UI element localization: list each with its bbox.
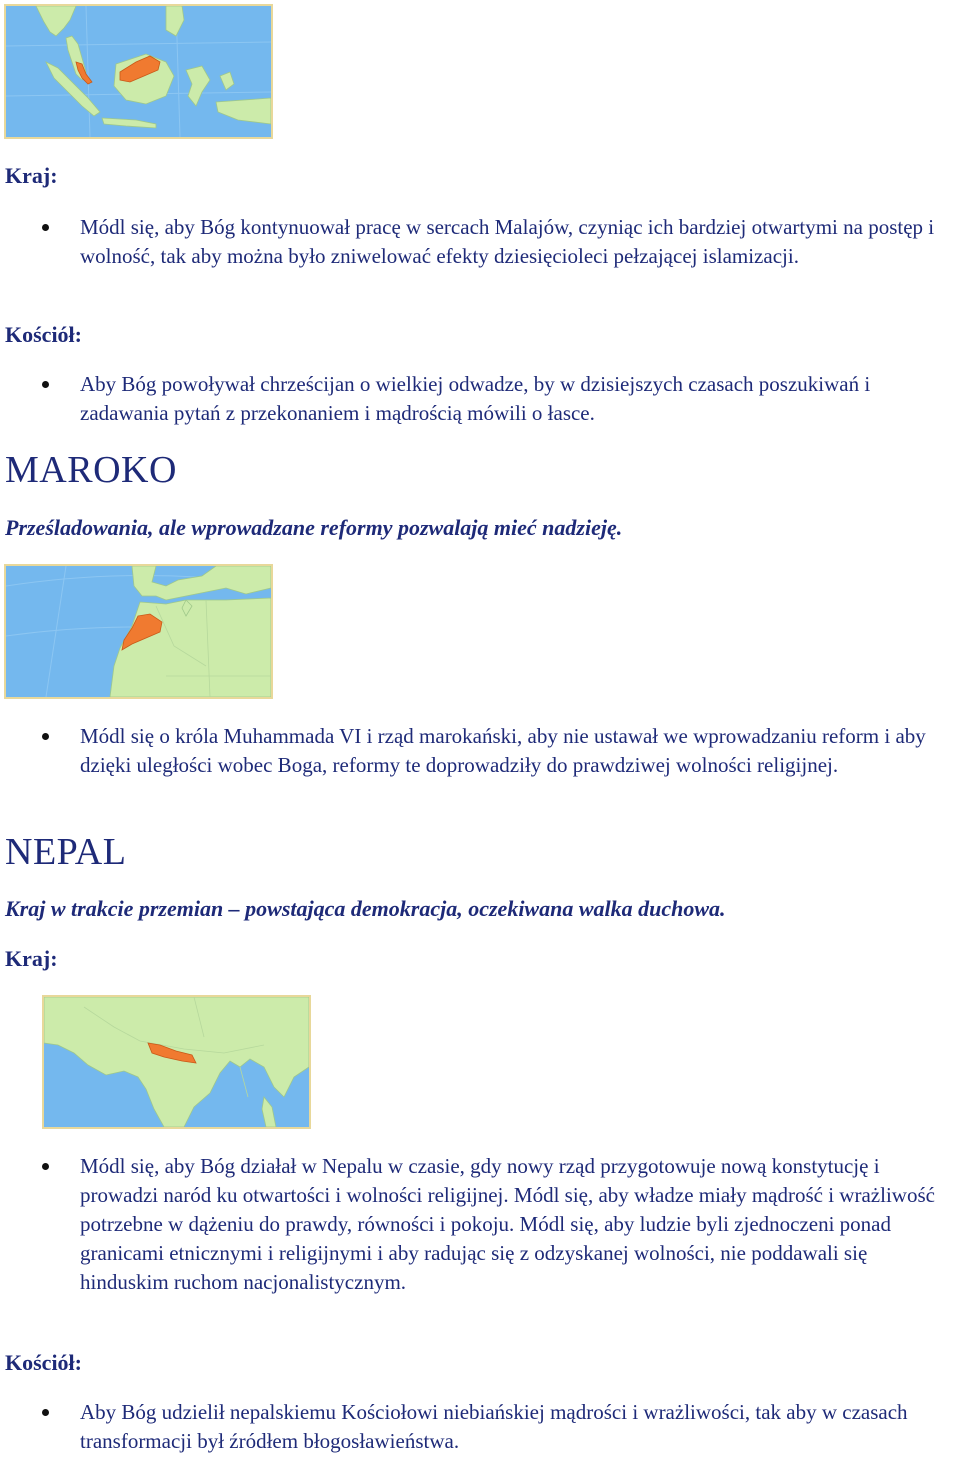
country-subtitle: Kraj w trakcie przemian – powstająca demokracja, oczekiwana walka duchowa.	[5, 896, 726, 921]
list-item	[80, 213, 958, 271]
country-label: Kraj:	[5, 946, 58, 971]
prayer-text: Módl się, aby Bóg kontynuował pracę w sercach Malajów, czyniąc ich bardziej otwartymi na postęp i wolność, tak aby można było zniwelować efekty dziesięcioleci pełzającej islamizacji.	[80, 215, 935, 268]
bullet-icon	[42, 1163, 49, 1170]
morocco-map-icon	[4, 564, 273, 699]
prayer-text: Aby Bóg powoływał chrześcijan o wielkiej odwadze, by w dzisiejszych czasach poszukiwań i zadawania pytań z przekonaniem i mądrością mówili o łasce.	[80, 372, 871, 425]
malaysia-map-icon	[4, 4, 273, 139]
bullet-icon	[42, 381, 49, 388]
bullet-icon	[42, 1409, 49, 1416]
nepal-map-icon	[42, 995, 311, 1129]
list-item	[80, 1152, 958, 1297]
bullet-icon	[42, 224, 49, 231]
prayer-text: Módl się o króla Muhammada VI i rząd marokański, aby nie ustawał we wprowadzaniu reform i aby dzięki uległości wobec Boga, reformy te doprowadziły do prawdziwej wolności religijnej.	[80, 724, 926, 777]
country-title: NEPAL	[5, 831, 127, 873]
country-title: MAROKO	[5, 449, 177, 491]
list-item	[80, 1398, 958, 1456]
list-item	[80, 722, 958, 780]
church-label: Kościół:	[5, 1350, 82, 1375]
list-item	[80, 370, 958, 428]
church-label: Kościół:	[5, 322, 82, 347]
country-label: Kraj:	[5, 163, 58, 188]
country-subtitle: Prześladowania, ale wprowadzane reformy pozwalają mieć nadzieję.	[5, 515, 623, 540]
prayer-text: Aby Bóg udzielił nepalskiemu Kościołowi niebiańskiej mądrości i wrażliwości, tak aby w czasach transformacji był źródłem błogosławieństwa.	[80, 1400, 908, 1453]
bullet-icon	[42, 733, 49, 740]
prayer-text: Módl się, aby Bóg działał w Nepalu w czasie, gdy nowy rząd przygotowuje nową konstytucję i prowadzi naród ku otwartości i wolności religijnej. Módl się, aby władze miały mądrość i wrażliwość potrzebne w dążeniu do prawdy, równości i pokoju. Módl się, aby ludzie byli zjednoczeni ponad granicami etnicznymi i religijnymi i aby radując się z odzyskanej wolności, nie poddawali się hinduskim ruchom nacjonalistycznym.	[80, 1154, 935, 1294]
